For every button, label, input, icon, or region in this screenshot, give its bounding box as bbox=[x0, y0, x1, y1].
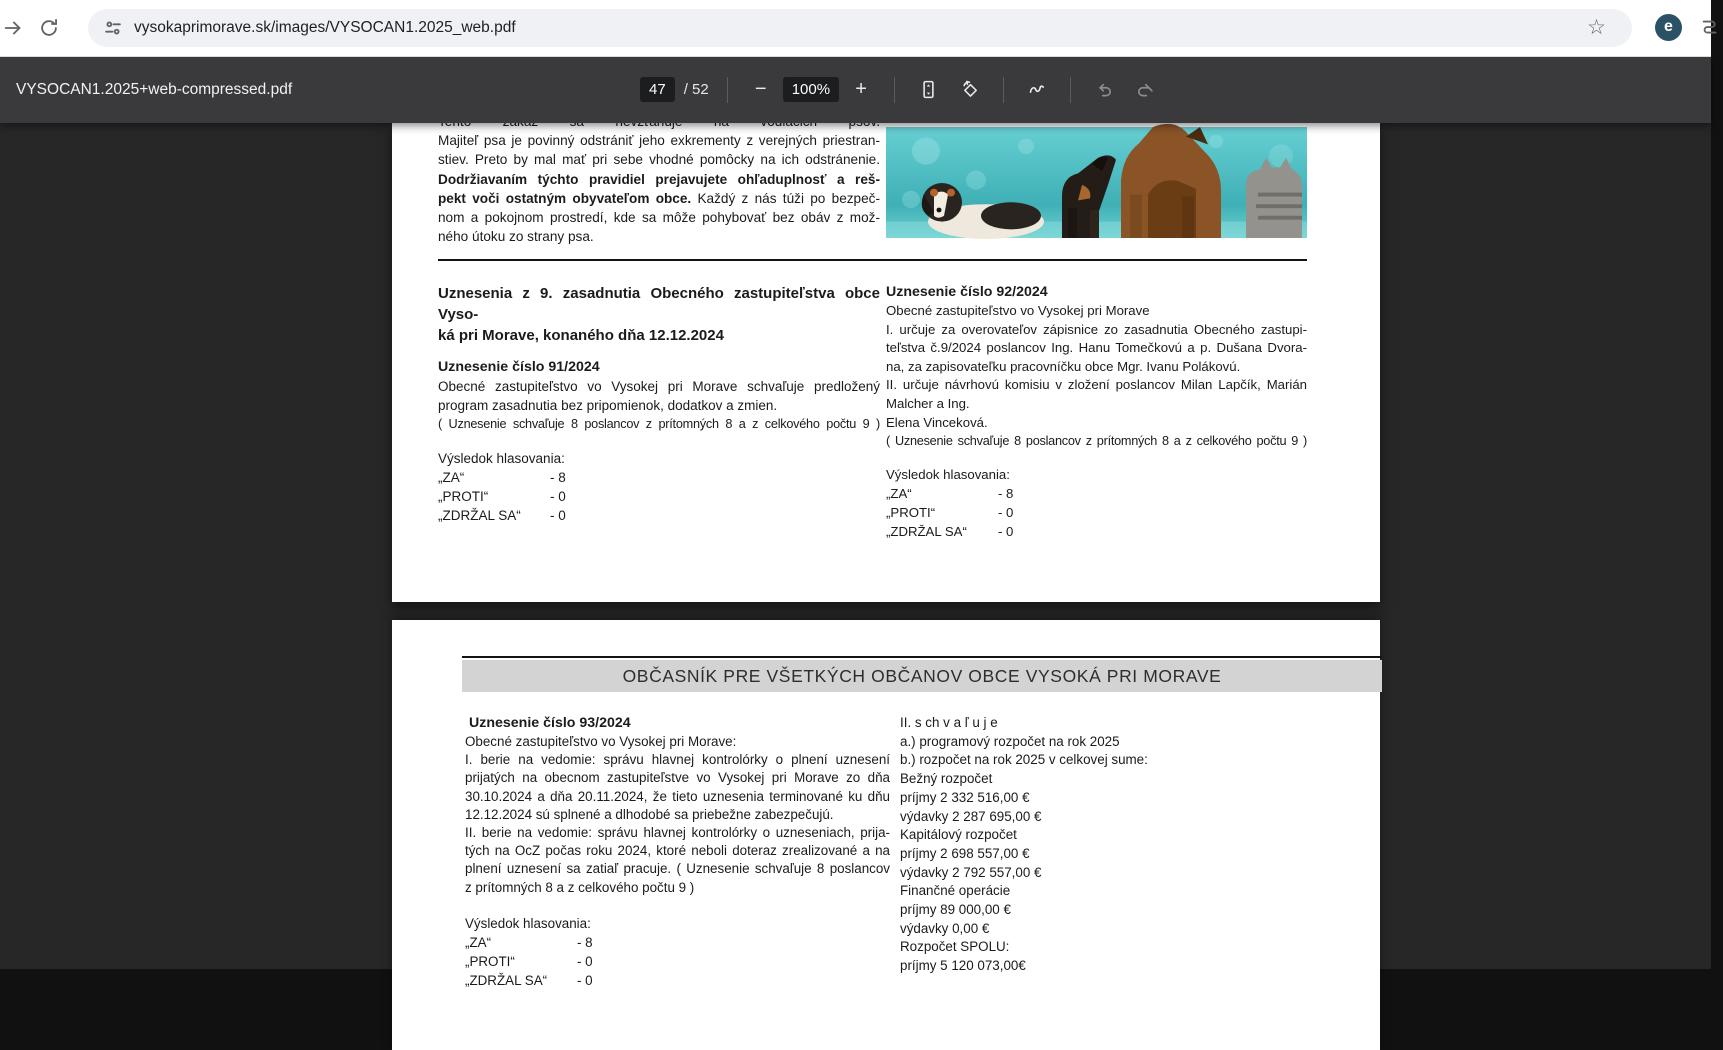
divider bbox=[894, 77, 895, 103]
column-right bbox=[886, 283, 1307, 541]
text-line: Obecné zastupiteľstvo vo Vysokej pri Morave bbox=[886, 303, 1150, 318]
section-heading bbox=[438, 283, 880, 346]
text-line: stiev. Preto by mal mať pri sebe vhodné pomôcky na ich odstránenie. bbox=[438, 152, 880, 168]
vote-value: - 0 bbox=[550, 489, 566, 504]
text-line: Malcher a Ing. bbox=[886, 395, 970, 411]
vote-value: - 8 bbox=[577, 935, 593, 951]
vote-value: - 0 bbox=[577, 954, 593, 970]
pdf-page-47 bbox=[392, 123, 1380, 602]
text-line: príjmy 5 120 073,00€ bbox=[900, 958, 1026, 974]
zoom-level: 100% bbox=[783, 77, 839, 102]
vote-label: „PROTI“ bbox=[465, 954, 515, 970]
vote-label: „ZDRŽAL SA“ bbox=[438, 508, 521, 523]
draw-icon[interactable] bbox=[1022, 75, 1052, 105]
text-line: Kapitálový rozpočet bbox=[900, 827, 1017, 843]
text-line: Dodržiavaním týchto pravidiel prejavujete ohľaduplnosť a reš- bbox=[438, 171, 880, 187]
text-line: tých na OcZ počas roku 2024, ktoré neboli doteraz zrealizované a na bbox=[465, 843, 890, 859]
text-line: Bežný rozpočet bbox=[900, 771, 993, 787]
vote-header: Výsledok hlasovania: bbox=[886, 466, 1010, 482]
vote-row bbox=[465, 933, 890, 952]
vote-row bbox=[886, 522, 1307, 541]
text-line: Rozpočet SPOLU: bbox=[900, 939, 1010, 955]
text-line: 12.12.2024 sú splnené a dlhodobé sa priebežne zabezpečujú. bbox=[465, 806, 834, 822]
rotate-icon[interactable] bbox=[955, 75, 985, 105]
column-left bbox=[438, 283, 880, 525]
vote-row bbox=[438, 468, 880, 487]
text-line: príjmy 2 698 557,00 € bbox=[900, 845, 1030, 861]
vote-header: Výsledok hlasovania: bbox=[465, 915, 591, 931]
reload-icon[interactable] bbox=[38, 17, 60, 39]
pdf-controls bbox=[640, 56, 1159, 123]
vote-value: - 0 bbox=[998, 524, 1014, 540]
intro-paragraph bbox=[438, 112, 880, 246]
resolution-93-body bbox=[465, 733, 890, 897]
extension-icon[interactable]: e bbox=[1655, 14, 1682, 41]
vote-value: - 0 bbox=[998, 505, 1014, 521]
vote-row bbox=[438, 506, 880, 525]
text-line: I. určuje za overovateľov zápisnice zo zasadnutia Obecného zastupi- bbox=[886, 321, 1307, 337]
vote-row bbox=[886, 503, 1307, 522]
pdf-toolbar bbox=[0, 56, 1711, 123]
banner-rule bbox=[462, 656, 1382, 658]
vote-label: „ZDRŽAL SA“ bbox=[465, 973, 548, 989]
column-left bbox=[465, 714, 890, 990]
vote-row bbox=[465, 971, 890, 990]
text-line: ká pri Morave, konaného dňa 12.12.2024 bbox=[438, 327, 724, 344]
text-line: z prítomných 8 a z celkového počtu 9 ) bbox=[465, 879, 695, 895]
resolution-91-body bbox=[438, 377, 880, 434]
text-line: II. berie na vedomie: správu hlavnej kontrolórky o uzneseniach, prija- bbox=[465, 825, 890, 841]
text-line: II. s ch v a ľ u j e bbox=[900, 715, 998, 730]
text-line: Majiteľ psa je povinný odstrániť jeho exkrementy z verejných priestran- bbox=[438, 133, 880, 149]
page-number-input[interactable]: 47 bbox=[640, 77, 675, 102]
text-line: výdavky 2 792 557,00 € bbox=[900, 864, 1042, 880]
undo-icon[interactable] bbox=[1089, 75, 1119, 105]
vote-block-93 bbox=[465, 915, 890, 990]
text-line: Obecné zastupiteľstvo vo Vysokej pri Morave schvaľuje predložený bbox=[438, 379, 880, 394]
divider bbox=[1070, 77, 1071, 103]
vote-value: - 8 bbox=[998, 486, 1014, 502]
text-line: príjmy 2 332 516,00 € bbox=[900, 789, 1030, 805]
text-line: pekt voči ostatným obyvateľom obce. Každý z nás túži po bezpeč- bbox=[438, 190, 880, 206]
text-line: ( Uznesenie schvaľuje 8 poslancov z prítomných 8 a z celkového počtu 9 ) bbox=[886, 434, 1307, 449]
text-line: 30.10.2024 a dňa 20.11.2024, že tieto uznesenia terminované ku dňu bbox=[465, 788, 890, 804]
vote-value: - 8 bbox=[550, 470, 566, 485]
text-line: ného útoku zo strany psa. bbox=[438, 229, 594, 245]
zoom-in-button[interactable]: + bbox=[855, 78, 867, 100]
divider bbox=[1003, 77, 1004, 103]
pdf-document-title: VYSOCAN1.2025+web-compressed.pdf bbox=[16, 81, 293, 98]
bookmark-star-icon[interactable]: ☆ bbox=[1587, 16, 1606, 39]
divider bbox=[727, 77, 728, 103]
vote-label: „ZA“ bbox=[886, 486, 912, 502]
text-line: I. berie na vedomie: správu hlavnej kontrolórky o plnení uznesení bbox=[465, 752, 890, 768]
text-line: Obecné zastupiteľstvo vo Vysokej pri Morave: bbox=[465, 734, 737, 749]
vote-block-91 bbox=[438, 449, 880, 525]
text-line: teľstva č.9/2024 poslancov Ing. Hanu Tomečkovú a p. Dušana Dvora- bbox=[886, 340, 1307, 356]
text-line: ( Uznesenie schvaľuje 8 poslancov z prítomných 8 a z celkového počtu 9 ) bbox=[438, 417, 880, 431]
newsletter-banner: OBČASNÍK PRE VŠETKÝCH OBČANOV OBCE VYSOKÁ PRI MORAVE bbox=[462, 660, 1382, 692]
vote-row bbox=[886, 484, 1307, 503]
text-line: na, za zapisovateľku pracovníčku obce Mgr. Ivanu Polákovú. bbox=[886, 358, 1241, 374]
address-bar[interactable] bbox=[88, 9, 1632, 47]
text-line: II. určuje návrhovú komisiu v zložení poslancov Milan Lapčík, Marián bbox=[886, 377, 1307, 393]
text-line: výdavky 0,00 € bbox=[900, 920, 990, 936]
vote-value: - 0 bbox=[550, 508, 566, 523]
vote-value: - 0 bbox=[577, 973, 593, 989]
text-line: b.) rozpočet na rok 2025 v celkovej sume: bbox=[900, 752, 1148, 768]
forward-icon[interactable] bbox=[2, 17, 24, 39]
text-line: nom a pokojnom prostredí, kde sa môže pohybovať bez obáv z mož- bbox=[438, 210, 880, 226]
text-line: výdavky 2 287 695,00 € bbox=[900, 808, 1042, 824]
redo-icon[interactable] bbox=[1129, 75, 1159, 105]
text-line: Elena Vinceková. bbox=[886, 414, 988, 430]
text-line: plnení uznesení sa zatiaľ pracuje. ( Uznesenie schvaľuje 8 poslancov bbox=[465, 861, 890, 877]
vote-block-92 bbox=[886, 466, 1307, 542]
resolution-91-title: Uznesenie číslo 91/2024 bbox=[438, 359, 600, 375]
dogs-photo bbox=[886, 127, 1307, 238]
page-total-label: / 52 bbox=[683, 81, 709, 98]
partial-toolbar-icon[interactable] bbox=[1699, 17, 1723, 39]
vote-label: „PROTI“ bbox=[886, 505, 936, 521]
pdf-page-48 bbox=[392, 620, 1380, 1050]
fit-to-page-icon[interactable] bbox=[913, 75, 943, 105]
site-info-icon[interactable] bbox=[102, 17, 124, 39]
vote-label: „ZDRŽAL SA“ bbox=[886, 524, 967, 540]
vote-row bbox=[438, 487, 880, 506]
vote-label: „PROTI“ bbox=[438, 489, 489, 504]
vote-label: „ZA“ bbox=[465, 935, 492, 951]
text-line: príjmy 89 000,00 € bbox=[900, 902, 1011, 918]
vote-row bbox=[465, 952, 890, 971]
vote-header: Výsledok hlasovania: bbox=[438, 451, 565, 466]
text-line: prijatých na obecnom zastupiteľstve vo Vysokej pri Morave zo dňa bbox=[465, 770, 890, 786]
column-right-budget bbox=[900, 714, 1230, 976]
resolution-93-title: Uznesenie číslo 93/2024 bbox=[469, 715, 631, 731]
browser-toolbar bbox=[0, 0, 1711, 57]
text-line: a.) programový rozpočet na rok 2025 bbox=[900, 733, 1120, 749]
resolution-92-title: Uznesenie číslo 92/2024 bbox=[886, 284, 1048, 300]
resolution-92-body bbox=[886, 302, 1307, 451]
text-line: Uznesenia z 9. zasadnutia Obecného zastupiteľstva obce Vyso- bbox=[438, 285, 880, 323]
text-line: program zasadnutia bez pripomienok, dodatkov a zmien. bbox=[438, 398, 778, 413]
text-line: Finančné operácie bbox=[900, 883, 1011, 899]
zoom-out-button[interactable]: − bbox=[754, 78, 767, 100]
section-divider bbox=[438, 259, 1307, 261]
vote-label: „ZA“ bbox=[438, 470, 465, 485]
url-text[interactable]: vysokaprimorave.sk/images/VYSOCAN1.2025_web.pdf bbox=[134, 19, 516, 36]
